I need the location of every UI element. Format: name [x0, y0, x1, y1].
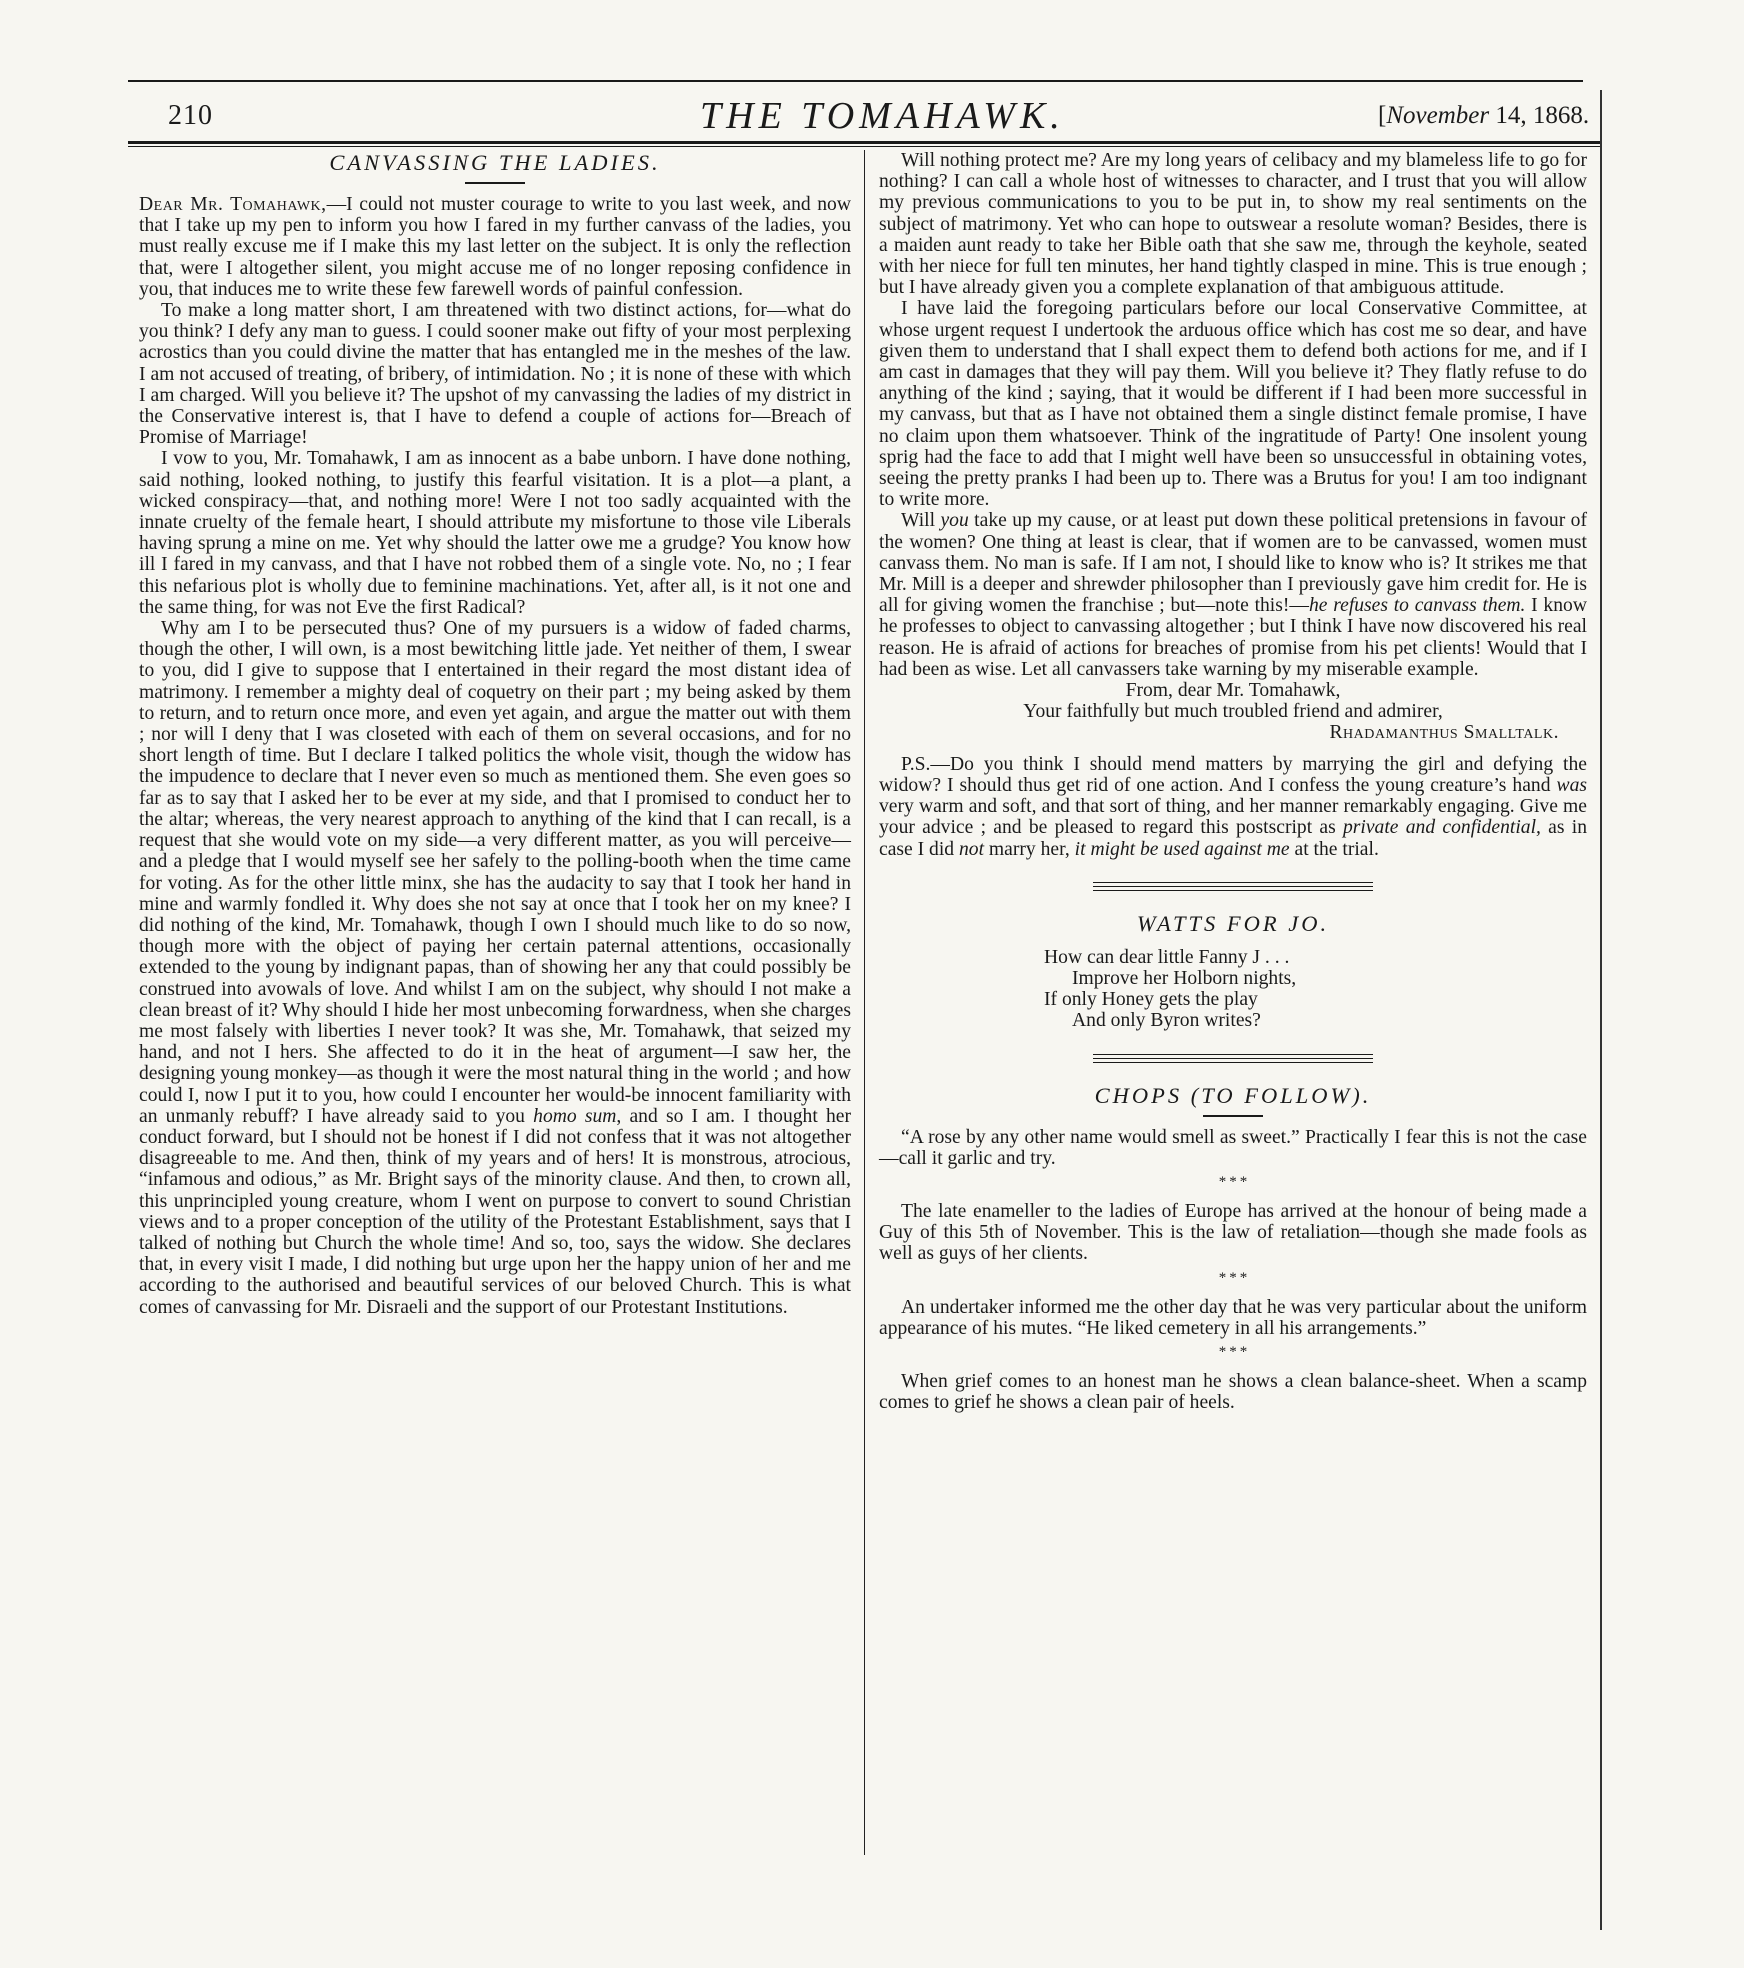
article-title: CANVASSING THE LADIES. — [329, 150, 661, 175]
poem-line: Improve her Holborn nights, — [1072, 967, 1297, 989]
poem-line: How can dear little Fanny J . . . — [1044, 946, 1290, 968]
column-divider — [864, 150, 865, 1855]
title-rule — [465, 182, 525, 184]
asterism-separator: * * * — [1218, 1269, 1248, 1286]
section-divider — [1093, 882, 1373, 891]
article-paragraph: Will you take up my cause, or at least put down these political pretensions in favour of the women? One thing at least is clear, that if women are to be canvassed, women must canvass them. No man is safe. If I am not, I should like to know who is? It strikes me that Mr. Mill is a deeper and shrewder philosopher than I previously gave him credit for. He is all for giving women the franchise ; but—note this!—he refuses to canvass them. I know he professes to object to canvassing altogether ; but I think I have now discovered his real reason. He is afraid of actions for breaches of promise from his pet clients! Would that I had been as wise. Let all canvassers take warning by my miserable example. — [879, 510, 1587, 680]
chops-item: “A rose by any other name would smell as sweet.” Practically I fear this is not the case—call it garlic and try. — [879, 1126, 1587, 1169]
right-column — [879, 150, 1587, 1413]
poem-line: And only Byron writes? — [1072, 1010, 1261, 1032]
article-paragraph: Why am I to be persecuted thus? One of my pursuers is a widow of faded charms, though the other, I will own, is a most bewitching little jade. Yet neither of them, I swear to you, did I give to suppose that I entertained in their regard the most distant idea of matrimony. I remember a mighty deal of coquetry on their part ; my being asked by them to return, and to return once more, and even yet again, and argue the matter out with them ; nor will I deny that I was closeted with each of them on several occasions, and for no short length of time. But I declare I talked politics the whole visit, though the widow has the impudence to declare that I never even so much as mentioned them. She even goes so far as to say that I asked her to be ever at my side, and that I promised to conduct her to the altar; whereas, the very nearest approach to anything of the kind that I can recall, is a request that she would vote on my side—a very different matter, as you will perceive—and a pledge that I would myself see her safely to the polling-booth when the time came for voting. As for the other little minx, she has the audacity to say that I took her hand in mine and warmly fondled it. Why does she not say at once that I took her on my knee? I did nothing of the kind, Mr. Tomahawk, though I own I should much like to do so now, though more with the object of paying her certain paternal attentions, occasionally extended to the young by indignant papas, than of showing her any that could possibly be construed into avowals of love. And whilst I am on the subject, why should I not make a clean breast of it? Why should I hide her most unbecoming forwardness, when she charges me most falsely with liberties I never took? It was she, Mr. Tomahawk, that seized my hand, and not I hers. She affected to do it in the heat of argument—I saw her, the designing young monkey—as though it were the most natural thing in the world ; and how could I, now I put it to you, how could I encounter her would-be innocent familiarity with an unmanly rebuff? I have already said to you homo sum, and so I am. I thought her conduct forward, but I should not be honest if I did not confess that it was not altogether disagreeable to me. And then, think of my years and of hers! It is monstrous, atrocious, “infamous and odious,” as Mr. Bright says of the minority clause. And then, to crown all, this unprincipled young creature, whom I went on purpose to convert to sound Christian views and to a proper conception of the utility of the Protestant Establishment, says that I talked of nothing but Church the whole time! And so, too, says the widow. She declares that, in every visit I made, I did nothing but urge upon her the happy union of her and me according to the authorised and beautiful services of our beloved Church. This is what comes of canvassing for Mr. Disraeli and the support of our Protestant Institutions. — [139, 618, 851, 1318]
letter-closing-line: Your faithfully but much troubled friend and admirer, — [1023, 701, 1443, 723]
chops-title: CHOPS (TO FOLLOW). — [1094, 1082, 1372, 1108]
publication-title: THE TOMAHAWK. — [700, 95, 1065, 137]
poem-line: If only Honey gets the play — [1044, 989, 1258, 1011]
letter-signature: Rhadamanthus Smalltalk. — [1329, 722, 1559, 744]
issue-date: [November 14, 1868. — [1378, 102, 1590, 129]
header-rule-thin — [128, 146, 1600, 147]
page-right-edge — [1600, 90, 1602, 1930]
poem-title: WATTS FOR JO. — [1136, 910, 1330, 936]
section-divider — [1093, 1054, 1373, 1063]
asterism-separator: * * * — [1218, 1343, 1248, 1360]
article-paragraph: I have laid the foregoing particulars before our local Conservative Committee, at whose urgent request I undertook the arduous office which has cost me so dear, and have given them to understand that I shall expect them to defend both actions for me, and if I am cast in damages that they will pay them. Will you believe it? They flatly refuse to do anything of the kind ; saying, that it would be different if I had been more successful in my canvass, but that as I have not obtained them a single distinct female promise, I have no claim upon them whatsoever. Think of the ingratitude of Party! One insolent young sprig had the face to add that I might well have been so unsuccessful in obtaining votes, seeing the pretty pranks I had been up to. There was a Brutus for you! I am too indignant to write more. — [879, 298, 1587, 511]
chops-item: An undertaker informed me the other day that he was very particular about the uniform appearance of his mutes. “He liked cemetery in all his arrangements.” — [879, 1296, 1587, 1339]
article-paragraph: To make a long matter short, I am threatened with two distinct actions, for—what do you think? I defy any man to guess. I could sooner make out fifty of your most perplexing acrostics than you could divine the matter that has entangled me in the meshes of the law. I am not accused of treating, of bribery, of intimidation. No ; it is none of these with which I am charged. Will you believe it? The upshot of my canvassing the ladies of my district in the Conservative interest is, that I have to defend a couple of actions for—Breach of Promise of Marriage! — [139, 300, 851, 449]
poem — [1044, 947, 1444, 1032]
article-paragraph: I vow to you, Mr. Tomahawk, I am as innocent as a babe unborn. I have done nothing, said nothing, looked nothing, to justify this fearful visitation. It is a plot—a plant, a wicked conspiracy—that, and nothing more! Were I not too sadly acquainted with the innate cruelty of the female heart, I should attribute my misfortune to those vile Liberals having sprung a mine on me. Yet why should the latter owe me a grudge? You know how ill I fared in my canvass, and that I have not robbed them of a single vote. No, no ; I fear this nefarious plot is wholly due to feminine machinations. Yet, after all, is it not one and the same thing, for was not Eve the first Radical? — [139, 448, 851, 618]
header-rule — [128, 141, 1600, 144]
chops-item: When grief comes to an honest man he shows a clean balance-sheet. When a scamp comes to grief he shows a clean pair of heels. — [879, 1370, 1587, 1414]
postscript: P.S.—Do you think I should mend matters by marrying the girl and defying the widow? I should thus get rid of one action. And I confess the young creature’s hand was very warm and soft, and that sort of thing, and her manner remarkably engaging. Give me your advice ; and be pleased to regard this postscript as private and confidential, as in case I did not marry her, it might be used against me at the trial. — [879, 753, 1588, 860]
top-border-rule — [128, 80, 1583, 82]
title-rule — [1203, 1115, 1263, 1117]
article-paragraph: Will nothing protect me? Are my long years of celibacy and my blameless life to go for nothing? I can call a whole host of witnesses to character, and I trust that you will allow my previous communications to you to be put in, to show my real sentiments on the subject of matrimony. Yet who can hope to outswear a resolute woman? Besides, there is a maiden aunt ready to take her Bible oath that she saw me, through the keyhole, seated with her niece for full ten minutes, her hand tightly clasped in mine. This is true enough ; but I have already given you a complete explanation of that ambiguous attitude. — [879, 150, 1587, 299]
page-number: 210 — [168, 100, 213, 131]
left-column — [139, 150, 851, 1318]
letter-closing: From, dear Mr. Tomahawk, — [1125, 680, 1341, 702]
chops-item: The late enameller to the ladies of Europe has arrived at the honour of being made a Guy of this 5th of November. This is the law of retaliation—though she made fools as well as guys of her clients. — [879, 1200, 1587, 1265]
article-paragraph: Dear Mr. Tomahawk,—I could not muster courage to write to you last week, and now that I take up my pen to inform you how I fared in my further canvass of the ladies, you must really excuse me if I make this my last letter on the subject. It is only the reflection that, were I altogether silent, you might accuse me of no longer reposing confidence in you, that induces me to write these few farewell words of painful confession. — [139, 194, 851, 300]
asterism-separator: * * * — [1218, 1173, 1248, 1190]
